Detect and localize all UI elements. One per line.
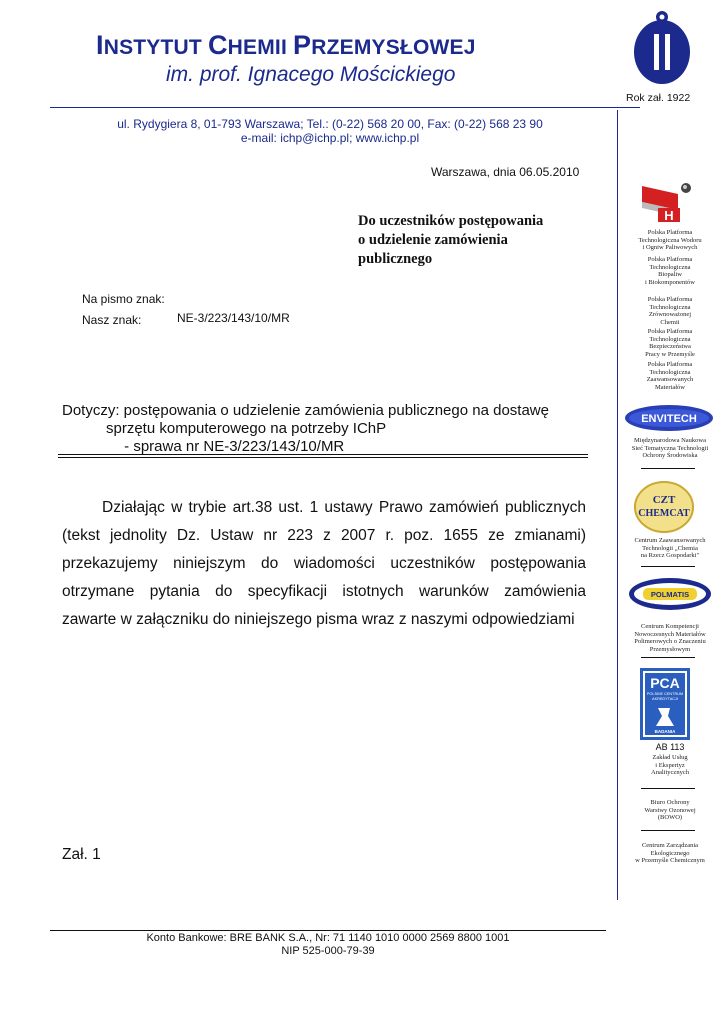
- reference-label-ours: Nasz znak:: [82, 313, 142, 327]
- polmatis-description: Centrum Kompetencji Nowoczesnych Materiałów Polimerowych o Znaczeniu Przemysłowym: [634, 623, 706, 653]
- institute-name: [96, 30, 476, 61]
- title-part-2: CHEMII: [207, 30, 294, 60]
- letter-date: Warszawa, dnia 06.05.2010: [431, 165, 580, 179]
- body-line: przekazujemy niniejszym do wiadomości uczestników postępowania: [62, 555, 586, 572]
- letter-body: [62, 494, 586, 634]
- address-line: ul. Rydygiera 8, 01-793 Warszawa; Tel.: (0-22) 568 20 00, Fax: (0-22) 568 23 90: [117, 117, 543, 131]
- czt-description: Centrum Zaawansowanych Technologii „Chemia na Rzecz Gospodarki": [634, 537, 706, 560]
- reference-number: NE-3/223/143/10/MR: [177, 311, 290, 325]
- subject-line: Dotyczy: postępowania o udzielenie zamówienia publicznego na dostawę: [62, 402, 549, 419]
- sidebar-divider: [617, 110, 618, 900]
- header-divider: [50, 107, 640, 108]
- bank-account: Konto Bankowe: BRE BANK S.A., Nr: 71 1140 1010 0000 2569 8800 1001: [146, 932, 510, 944]
- sidebar-separator: [641, 468, 695, 469]
- svg-text:CHEMCAT: CHEMCAT: [638, 508, 690, 519]
- title-part-3: PRZEMYSŁOWEJ: [293, 30, 476, 60]
- czt-chemcat-logo: [633, 480, 695, 534]
- sidebar-separator: [641, 830, 695, 831]
- lab-services-description: Zakład Usług i Ekspertyz Analitycznych: [651, 754, 689, 777]
- ichp-logo: [632, 8, 692, 86]
- pca-accreditation-logo: [640, 668, 690, 740]
- envitech-logo: [624, 404, 714, 432]
- body-line: (tekst jednolity Dz. Ustaw nr 223 z 2007 r. poz. 1655 ze zmianami): [62, 527, 586, 544]
- platform-hydrogen: Polska Platforma Technologiczna Wodoru i Ogniw Paliwowych: [638, 229, 702, 252]
- platform-advanced-materials: Polska Platforma Technologiczna Zaawansowanych Materiałów: [646, 361, 694, 391]
- svg-text:AKREDYTACJI: AKREDYTACJI: [652, 697, 678, 701]
- svg-text:POLMATIS: POLMATIS: [650, 590, 690, 599]
- body-line: otrzymane pytania do specyfikacji istotnych warunków zamówienia: [62, 583, 586, 600]
- subject-block: [62, 402, 592, 456]
- recipient-line: publicznego: [358, 251, 433, 267]
- tax-id: NIP 525-000-79-39: [281, 945, 375, 957]
- platform-work-safety: Polska Platforma Technologiczna Bezpieczeństwa Pracy w Przemyśle: [645, 328, 695, 358]
- platform-sustainable-chemistry: Polska Platforma Technologiczna Zrównoważonej Chemii: [647, 296, 693, 326]
- ozone-office-description: Biuro Ochrony Warstwy Ozonowej (BOWO): [644, 799, 696, 822]
- svg-text:BADANIA: BADANIA: [654, 729, 676, 734]
- reference-label-incoming: Na pismo znak:: [82, 292, 165, 306]
- h2-letter: H: [664, 208, 674, 223]
- eco-management-description: Centrum Zarządzania Ekologicznego w Przemyśle Chemicznym: [635, 842, 705, 865]
- hydrogen-platform-logo: [638, 180, 696, 224]
- accreditation-number: AB 113: [655, 742, 685, 752]
- institute-patron: im. prof. Ignacego Mościckiego: [166, 63, 456, 86]
- body-line: zawarte w załączniku do niniejszego pisma wraz z naszymi odpowiedziami: [62, 611, 575, 628]
- recipient-block: [358, 212, 588, 269]
- subject-double-rule: [58, 454, 588, 458]
- title-part-1: INSTYTUT: [96, 30, 208, 60]
- subject-line: sprzętu komputerowego na potrzeby IChP: [106, 420, 387, 437]
- recipient-line: Do uczestników postępowania: [358, 213, 544, 229]
- platform-biofuels: Polska Platforma Technologiczna Biopaliw i Biokomponentów: [644, 256, 695, 286]
- established-year: Rok zał. 1922: [626, 92, 691, 104]
- svg-text:PCA: PCA: [650, 675, 680, 691]
- recipient-line: o udzielenie zamówienia: [358, 232, 508, 248]
- svg-text:CZT: CZT: [652, 494, 676, 506]
- attachment-note: Zał. 1: [62, 846, 101, 863]
- subject-line: - sprawa nr NE-3/223/143/10/MR: [120, 438, 345, 455]
- contact-line: e-mail: ichp@ichp.pl; www.ichp.pl: [240, 131, 420, 145]
- body-line: Działając w trybie art.38 ust. 1 ustawy Prawo zamówień publicznych: [102, 499, 586, 516]
- polmatis-logo: [627, 576, 713, 612]
- sidebar-separator: [641, 566, 695, 567]
- footer-divider: [50, 930, 606, 931]
- sidebar-separator: [641, 657, 695, 658]
- envitech-description: Międzynarodowa Naukowa Sieć Tematyczna Technologii Ochrony Środowiska: [631, 437, 709, 460]
- sidebar-separator: [641, 788, 695, 789]
- svg-text:POLSKIE CENTRUM: POLSKIE CENTRUM: [646, 692, 684, 696]
- svg-text:ENVITECH: ENVITECH: [641, 413, 697, 425]
